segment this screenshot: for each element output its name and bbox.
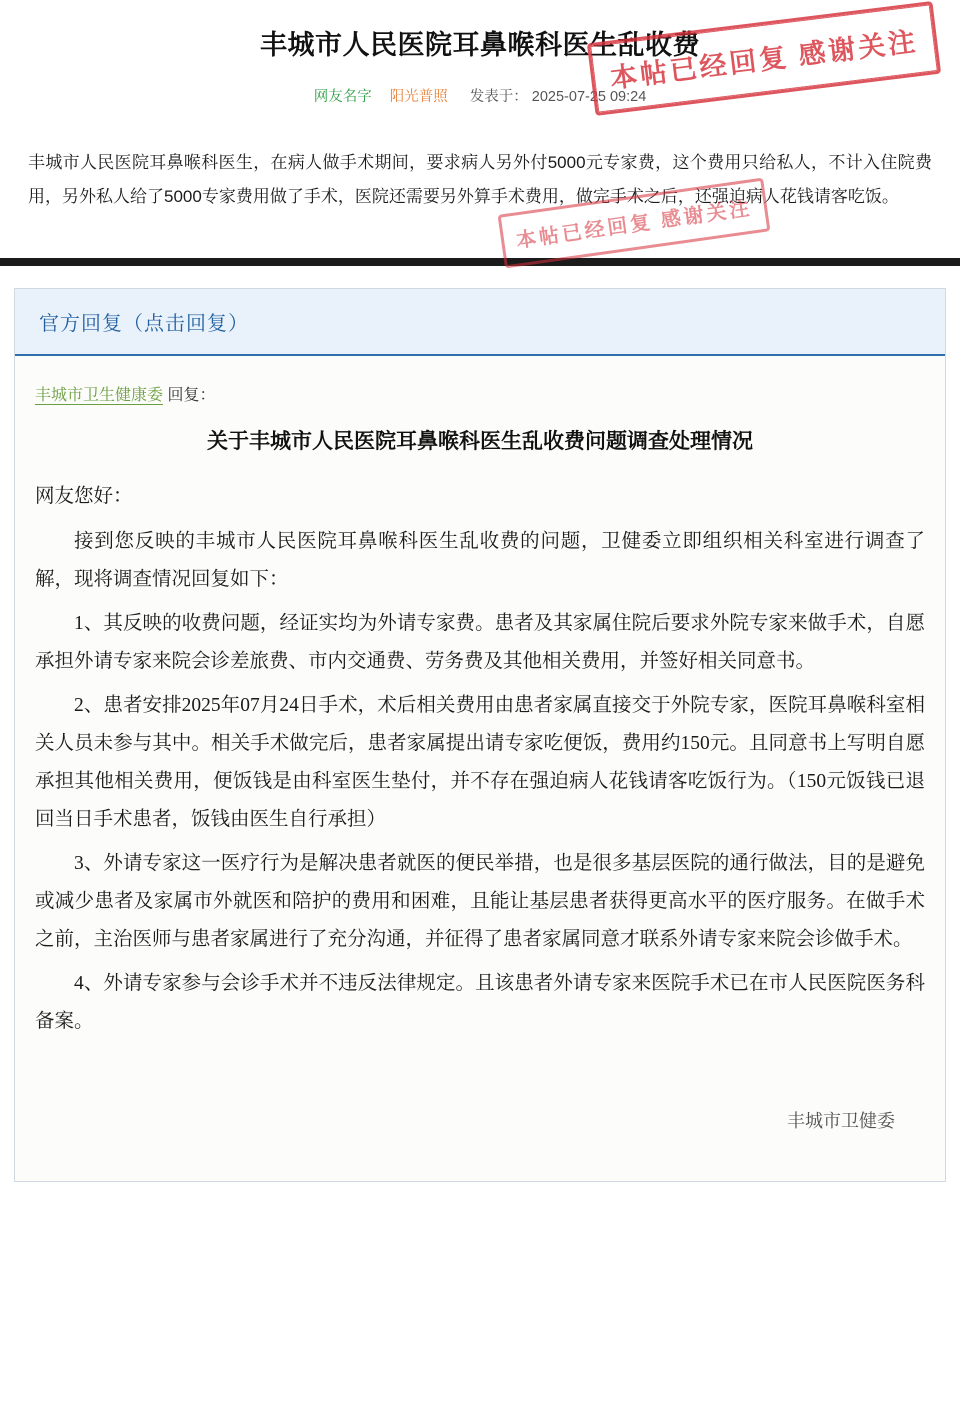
official-reply-card — [14, 288, 946, 1182]
reply-paragraph: 4、外请专家参与会诊手术并不违反法律规定。且该患者外请专家来医院手术已在市人民医院医务科备案。 — [35, 972, 925, 1032]
replied-stamp-secondary-icon: 本帖已经回复 感谢关注 — [498, 178, 771, 269]
reply-paragraph: 1、其反映的收费问题，经证实均为外请专家费。患者及其家属住院后要求外院专家来做手术，自愿承担外请专家来院会诊差旅费、市内交通费、劳务费及其他相关费用，并签好相关同意书。 — [35, 612, 925, 672]
post-body-text: 丰城市人民医院耳鼻喉科医生，在病人做手术期间，要求病人另外付5000元专家费，这个费用只给私人，不计入住院费用，另外私人给了5000专家费用做了手术，医院还需要另外算手术费用，做完手术之后，还强迫病人花钱请客吃饭。 — [28, 153, 932, 207]
page-title: 丰城市人民医院耳鼻喉科医生乱收费 — [260, 30, 700, 60]
reply-department-line — [35, 382, 925, 419]
section-divider — [0, 258, 960, 266]
reply-paragraph: 接到您反映的丰城市人民医院耳鼻喉科医生乱收费的问题，卫健委立即组织相关科室进行调查了解，现将调查情况回复如下： — [35, 530, 925, 590]
author-name[interactable]: 网友名字 — [313, 89, 372, 106]
publish-timestamp: 2025-07-25 09:24 — [531, 89, 647, 106]
replied-stamp-icon: 本帖已经回复 感谢关注 — [587, 1, 941, 116]
official-reply-section — [0, 266, 960, 1192]
reply-department-name[interactable]: 丰城市卫生健康委 — [35, 387, 164, 405]
publish-label: 发表于： — [469, 89, 528, 106]
official-reply-body — [15, 356, 945, 1181]
post-meta — [0, 63, 960, 106]
official-reply-header[interactable]: 官方回复（点击回复） — [15, 289, 945, 356]
author-badge: 阳光普照 — [389, 89, 448, 106]
reply-salutation: 网友您好： — [35, 486, 133, 508]
reply-paragraph: 3、外请专家这一医疗行为是解决患者就医的便民举措，也是很多基层医院的通行做法，目的是避免或减少患者及家属市外就医和陪护的费用和困难，且能让基层患者获得更高水平的医疗服务。在做手术之前，主治医师与患者家属进行了充分沟通，并征得了患者家属同意才联系外请专家来院会诊做手术。 — [35, 852, 925, 950]
reply-text — [35, 478, 925, 1040]
reply-signature: 丰城市卫健委 — [787, 1110, 895, 1131]
original-post — [0, 0, 960, 254]
reply-title: 关于丰城市人民医院耳鼻喉科医生乱收费问题调查处理情况 — [207, 429, 753, 454]
reply-department-suffix: 回复： — [167, 387, 216, 405]
reply-paragraph: 2、患者安排2025年07月24日手术，术后相关费用由患者家属直接交于外院专家，医院耳鼻喉科室相关人员未参与其中。相关手术做完后，患者家属提出请专家吃便饭，费用约150元。且同意书上写明自愿承担其他相关费用，便饭钱是由科室医生垫付，并不存在强迫病人花钱请客吃饭行为。（150元饭钱已退回当日手术患者，饭钱由医生自行承担） — [35, 694, 925, 830]
